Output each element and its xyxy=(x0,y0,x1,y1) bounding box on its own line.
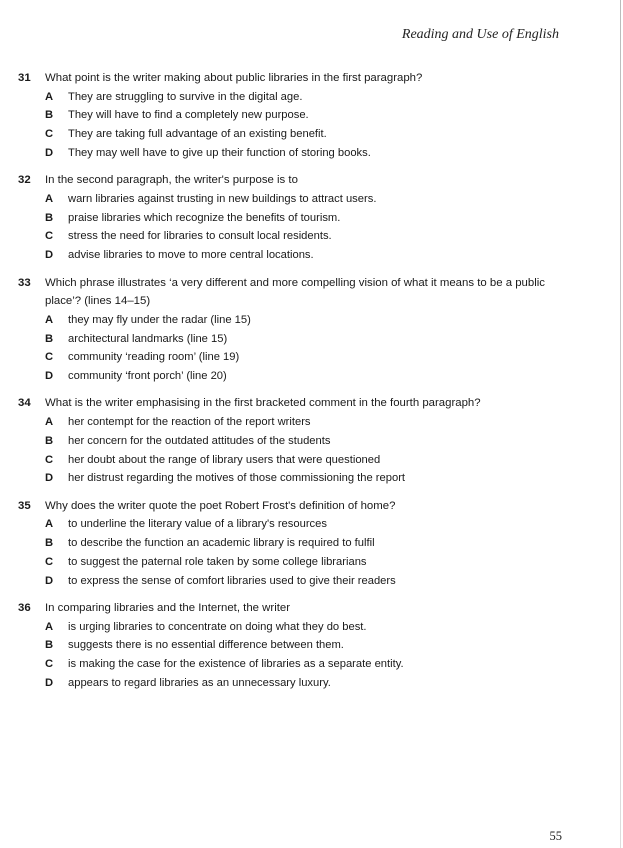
option-text: suggests there is no essential difference between them. xyxy=(68,639,344,652)
option-label: D xyxy=(45,249,54,262)
option-text: to express the sense of comfort libraries used to give their readers xyxy=(68,574,396,587)
question-text: In comparing libraries and the Internet, the writer xyxy=(45,602,291,614)
question-number: 34 xyxy=(18,397,31,410)
question-number: 32 xyxy=(18,174,31,187)
option-31-b xyxy=(45,106,578,125)
option-label: D xyxy=(45,472,54,485)
option-text: They will have to find a completely new purpose. xyxy=(68,109,309,122)
option-label: A xyxy=(45,313,54,326)
option-text: is urging libraries to concentrate on doing what they do best. xyxy=(68,620,367,633)
option-label: C xyxy=(45,658,54,671)
option-label: B xyxy=(45,332,54,345)
option-text: her contempt for the reaction of the report writers xyxy=(68,416,311,429)
question-36 xyxy=(18,599,578,693)
section-header: Reading and Use of English xyxy=(401,27,559,42)
option-36-a xyxy=(45,618,578,637)
option-label: B xyxy=(45,434,54,447)
option-text: warn libraries against trusting in new buildings to attract users. xyxy=(68,192,377,205)
question-number: 35 xyxy=(18,499,31,512)
question-33 xyxy=(18,274,578,386)
question-34 xyxy=(18,394,578,488)
option-31-d xyxy=(45,144,578,163)
option-35-c xyxy=(45,553,578,572)
option-33-d xyxy=(45,367,578,386)
option-35-a xyxy=(45,515,578,534)
option-text: praise libraries which recognize the benefits of tourism. xyxy=(68,211,341,224)
option-34-a xyxy=(45,413,578,432)
question-35 xyxy=(18,497,578,591)
question-31 xyxy=(18,69,578,163)
option-32-a xyxy=(45,190,578,209)
option-35-b xyxy=(45,534,578,553)
option-text: to underline the literary value of a library's resources xyxy=(68,518,327,531)
option-label: A xyxy=(45,518,54,531)
option-36-d xyxy=(45,674,578,693)
option-31-c xyxy=(45,125,578,144)
option-label: D xyxy=(45,146,54,159)
option-label: C xyxy=(45,555,54,568)
option-label: B xyxy=(45,109,54,122)
option-31-a xyxy=(45,88,578,107)
option-label: C xyxy=(45,128,54,141)
option-text: They may well have to give up their function of storing books. xyxy=(68,146,371,159)
option-text: appears to regard libraries as an unnecessary luxury. xyxy=(68,676,331,689)
question-text: What is the writer emphasising in the first bracketed comment in the fourth paragraph? xyxy=(45,397,481,410)
option-label: C xyxy=(45,230,54,243)
option-text: they may fly under the radar (line 15) xyxy=(68,313,251,326)
option-33-c xyxy=(45,348,578,367)
option-32-c xyxy=(45,227,578,246)
question-text: Which phrase illustrates ‘a very different and more compelling vision of what it means to be a public place’? (lines 14–15) xyxy=(45,276,545,308)
option-32-d xyxy=(45,246,578,265)
option-33-a xyxy=(45,311,578,330)
option-label: D xyxy=(45,574,54,587)
question-number: 33 xyxy=(18,276,31,289)
option-text: architectural landmarks (line 15) xyxy=(68,332,228,345)
option-35-d xyxy=(45,572,578,591)
option-36-b xyxy=(45,636,578,655)
option-label: B xyxy=(45,537,54,550)
option-label: A xyxy=(45,620,54,633)
option-label: A xyxy=(45,192,54,205)
option-34-c xyxy=(45,451,578,470)
option-label: C xyxy=(45,453,54,466)
question-32 xyxy=(18,171,578,265)
option-32-b xyxy=(45,209,578,228)
question-text: Why does the writer quote the poet Robert Frost's definition of home? xyxy=(45,499,396,512)
question-number: 36 xyxy=(18,602,31,614)
question-text: In the second paragraph, the writer's purpose is to xyxy=(45,174,298,187)
option-text: her doubt about the range of library users that were questioned xyxy=(68,453,381,466)
option-text: community ‘reading room’ (line 19) xyxy=(68,351,240,364)
option-label: A xyxy=(45,90,54,103)
option-text: is making the case for the existence of libraries as a separate entity. xyxy=(68,658,404,671)
option-text: her distrust regarding the motives of those commissioning the report xyxy=(68,472,406,485)
option-label: B xyxy=(45,639,54,652)
option-label: D xyxy=(45,676,54,689)
option-33-b xyxy=(45,330,578,349)
option-text: advise libraries to move to more central locations. xyxy=(68,249,314,262)
question-text: What point is the writer making about public libraries in the first paragraph? xyxy=(45,72,423,84)
page-edge-rule xyxy=(620,0,621,848)
option-text: her concern for the outdated attitudes of the students xyxy=(68,434,331,447)
option-label: C xyxy=(45,351,54,364)
question-list xyxy=(18,69,578,701)
option-label: D xyxy=(45,370,54,383)
option-text: community ‘front porch’ (line 20) xyxy=(68,370,227,383)
option-34-b xyxy=(45,432,578,451)
option-label: B xyxy=(45,211,54,224)
option-text: They are taking full advantage of an existing benefit. xyxy=(68,128,327,141)
question-number: 31 xyxy=(18,72,31,84)
option-text: to suggest the paternal role taken by some college librarians xyxy=(68,555,367,568)
option-text: to describe the function an academic library is required to fulfil xyxy=(68,537,375,550)
option-text: stress the need for libraries to consult local residents. xyxy=(68,230,332,243)
option-34-d xyxy=(45,469,578,488)
option-36-c xyxy=(45,655,578,674)
option-label: A xyxy=(45,416,54,429)
option-text: They are struggling to survive in the digital age. xyxy=(68,90,303,103)
page-number: 55 xyxy=(549,829,562,843)
